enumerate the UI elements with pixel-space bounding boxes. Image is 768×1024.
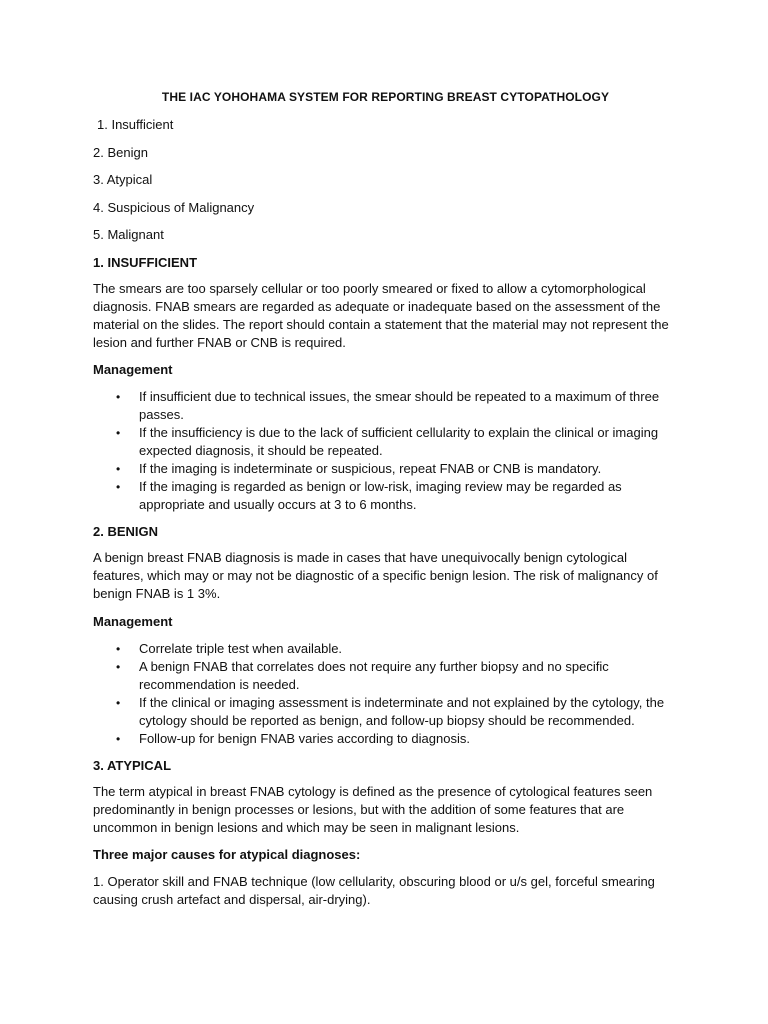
list-item-text: If the clinical or imaging assessment is indeterminate and not explained by the cytology, the cytology should be reported as benign, and follow-up biopsy should be recommended. xyxy=(139,694,665,728)
management-list-insufficient xyxy=(93,388,678,514)
section-paragraph-benign: A benign breast FNAB diagnosis is made in cases that have unequivocally benign cytological features, which may or may not be diagnostic of a specific benign lesion. The risk of malignancy of benign FNAB is 1 3%. xyxy=(93,550,658,601)
cause-item: 1. Operator skill and FNAB technique (low cellularity, obscuring blood or u/s gel, forceful smearing causing crush artefact and dispersal, air-drying). xyxy=(93,874,655,907)
section-heading-atypical: 3. ATYPICAL xyxy=(93,757,172,773)
category-item: 1. Insufficient xyxy=(97,117,174,132)
causes-heading: Three major causes for atypical diagnoses: xyxy=(93,847,361,862)
list-item xyxy=(93,478,678,514)
category-item: 4. Suspicious of Malignancy xyxy=(93,199,255,215)
document-page xyxy=(93,82,678,919)
list-item xyxy=(93,730,678,748)
bullet-icon: • xyxy=(116,659,121,674)
list-item-text: If the imaging is regarded as benign or low-risk, imaging review may be regarded as appropriate and usually occurs at 3 to 6 months. xyxy=(139,479,622,512)
management-heading: Management xyxy=(93,362,173,377)
category-item: 2. Benign xyxy=(93,144,148,160)
management-heading: Management xyxy=(93,613,173,629)
list-item-text: If insufficient due to technical issues, the smear should be repeated to a maximum of three passes. xyxy=(139,389,660,422)
bullet-icon: • xyxy=(116,731,121,746)
bullet-icon: • xyxy=(116,480,121,494)
list-item-text: Follow-up for benign FNAB varies according to diagnosis. xyxy=(139,730,470,746)
bullet-icon: • xyxy=(116,390,121,404)
bullet-icon: • xyxy=(116,695,121,710)
list-item xyxy=(93,694,678,730)
category-item: 3. Atypical xyxy=(93,172,153,187)
list-item-text: Correlate triple test when available. xyxy=(139,640,343,656)
list-item xyxy=(93,460,678,478)
bullet-icon: • xyxy=(116,462,121,476)
bullet-icon: • xyxy=(116,641,121,656)
document-title: THE IAC YOHOHAMA SYSTEM FOR REPORTING BREAST CYTOPATHOLOGY xyxy=(161,90,610,104)
section-heading-insufficient: 1. INSUFFICIENT xyxy=(93,254,198,270)
list-item-text: If the insufficiency is due to the lack of sufficient cellularity to explain the clinical or imaging expected diagnosis, it should be repeated. xyxy=(139,425,659,458)
section-paragraph-insufficient: The smears are too sparsely cellular or too poorly smeared or fixed to allow a cytomorphological diagnosis. FNAB smears are regarded as adequate or inadequate based on the assessment of the material on the slides. The report should contain a statement that the material may not represent the lesion and further FNAB or CNB is required. xyxy=(93,280,669,350)
management-list-benign xyxy=(93,640,678,748)
list-item xyxy=(93,640,678,658)
list-item xyxy=(93,388,678,424)
list-item xyxy=(93,424,678,460)
list-item-text: If the imaging is indeterminate or suspicious, repeat FNAB or CNB is mandatory. xyxy=(139,461,602,476)
section-heading-benign: 2. BENIGN xyxy=(93,524,159,539)
section-paragraph-atypical: The term atypical in breast FNAB cytology is defined as the presence of cytological features seen predominantly in benign processes or lesions, but with the addition of some features that are uncommon in benign lesions and which may be seen in malignant lesions. xyxy=(93,783,653,835)
category-item: 5. Malignant xyxy=(93,227,164,242)
bullet-icon: • xyxy=(116,426,121,440)
list-item-text: A benign FNAB that correlates does not require any further biopsy and no specific recommendation is needed. xyxy=(139,658,609,692)
list-item xyxy=(93,658,678,694)
